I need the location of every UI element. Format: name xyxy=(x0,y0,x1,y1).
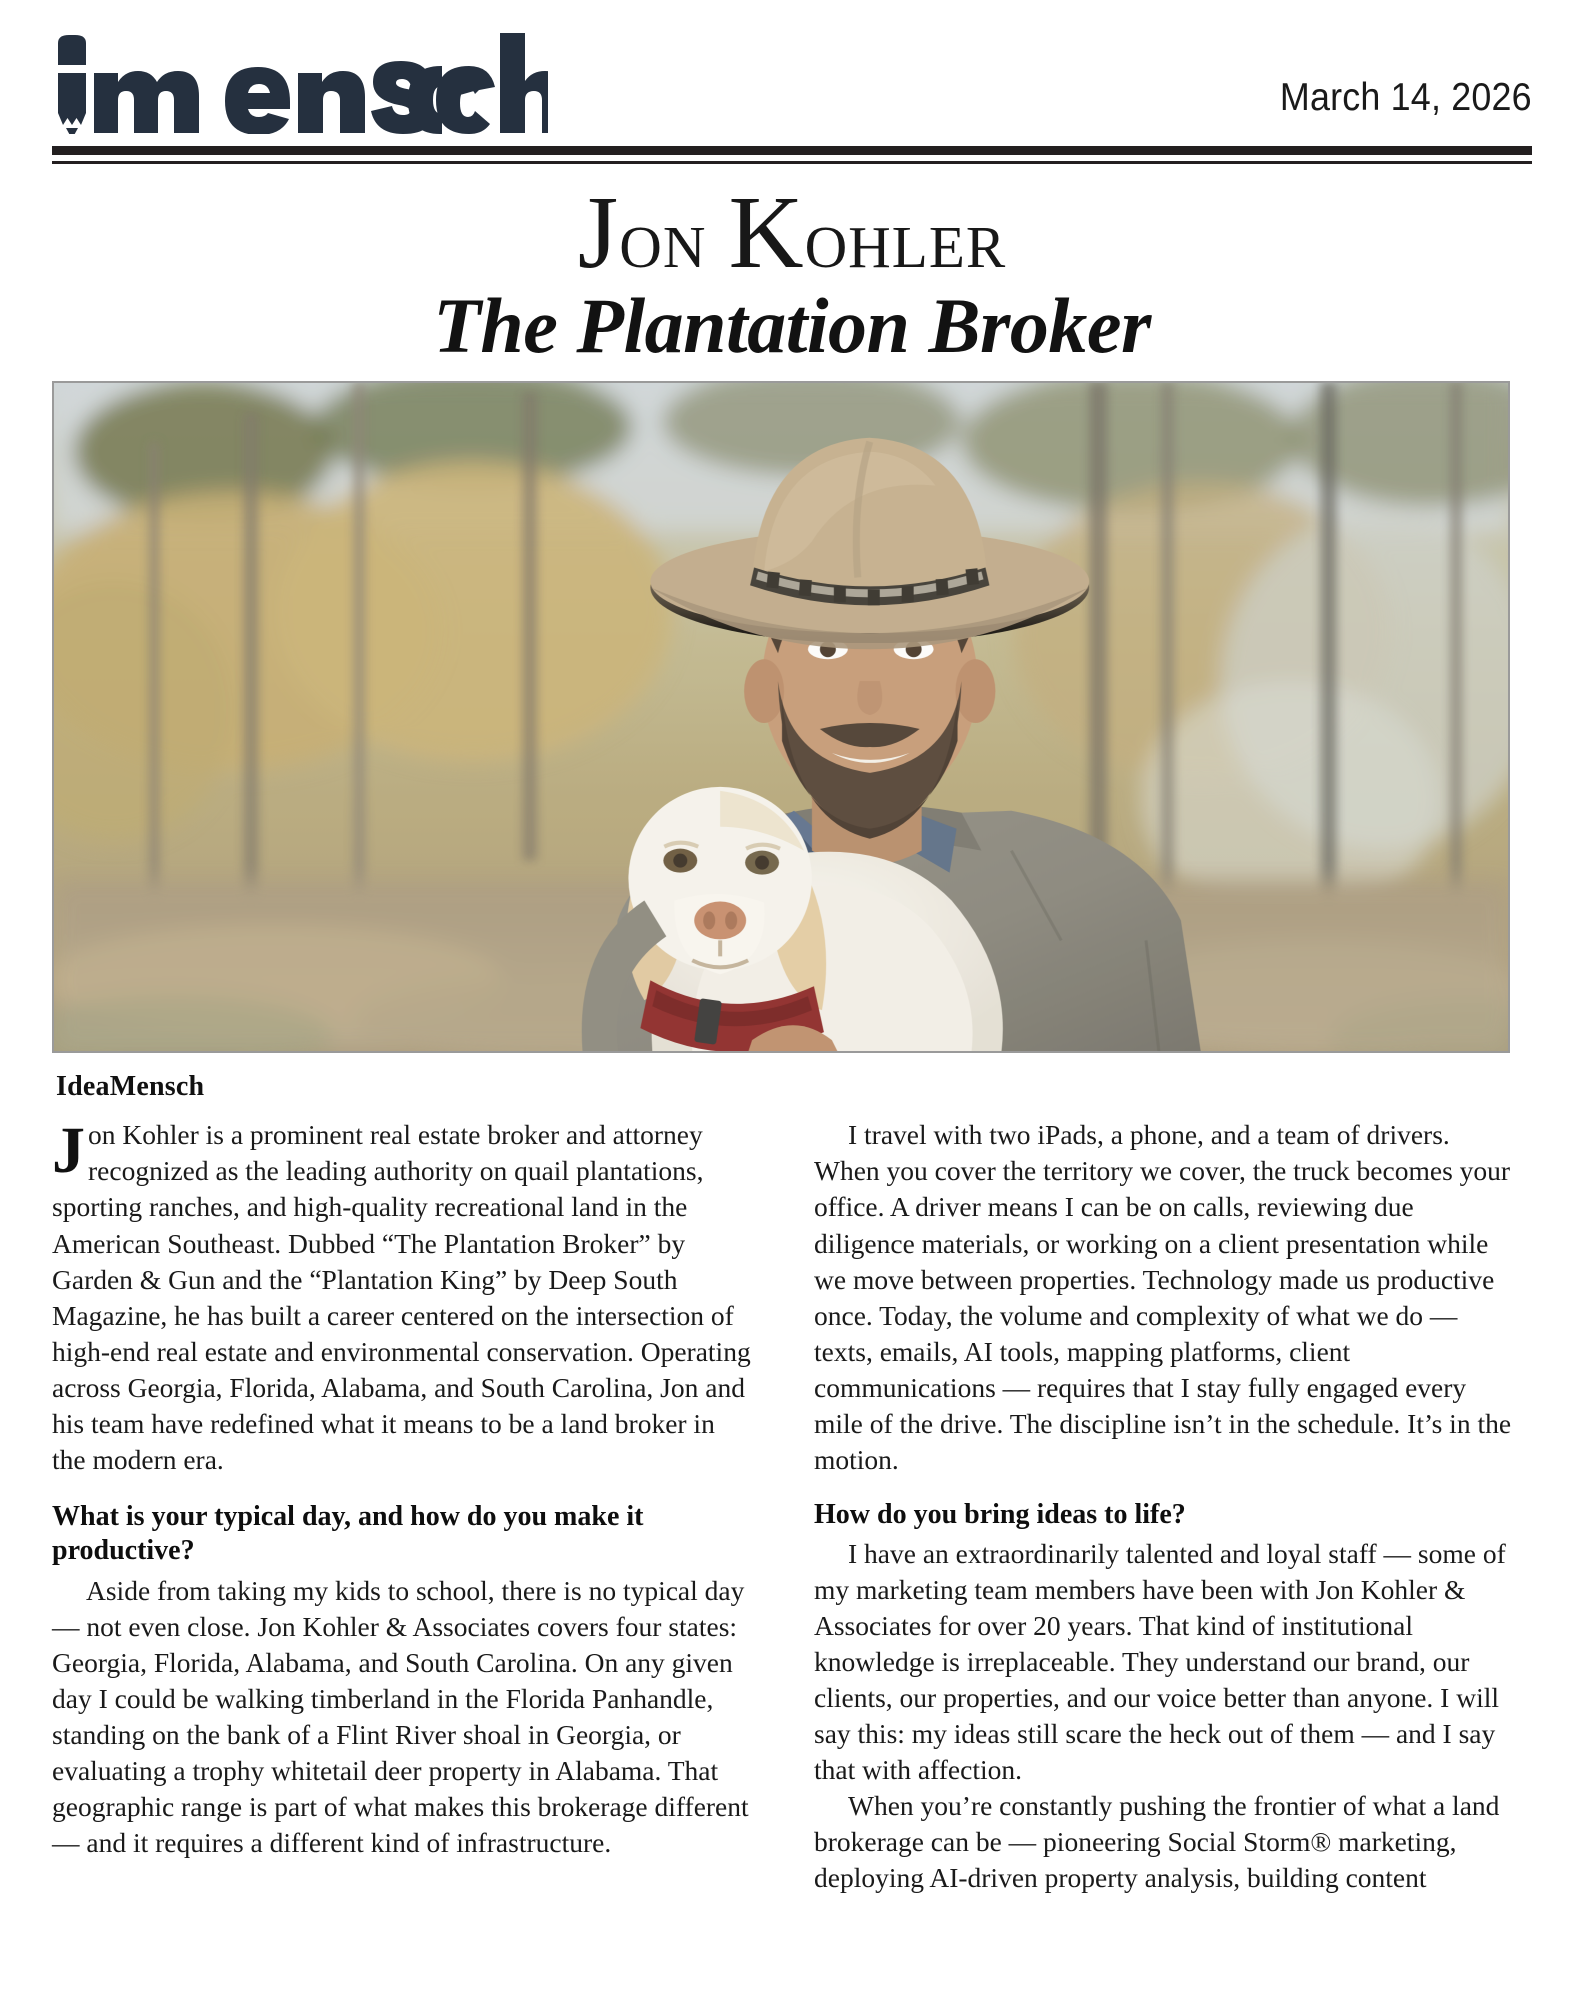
answer-paragraph-4: When you’re constantly pushing the frontier of what a land brokerage can be — pioneering Social Storm® marketing, deploying AI-driven property analysis, building content xyxy=(814,1790,1500,1894)
mensch-ch-icon xyxy=(430,29,548,134)
photo-illustration xyxy=(54,383,1508,1051)
title-word-one: on xyxy=(619,193,707,286)
title-initial-j: J xyxy=(577,175,620,290)
headline-block xyxy=(52,175,1532,369)
page-subtitle: The Plantation Broker xyxy=(433,281,1151,369)
article-photo xyxy=(52,381,1510,1053)
mensch-logo[interactable] xyxy=(52,29,548,134)
masthead-rule-thick xyxy=(52,146,1532,155)
intro-paragraph-text: on Kohler is a prominent real estate broker and attorney recognized as the leading authority on quail plantations, sporting ranches, and high-quality recreational land in the American Southeast. Dubbed “The Plantation Broker” by Garden & Gun and the “Plantation King” by Deep South Magazine, he has built a career centered on the intersection of high-end real estate and environmental conservation. Operating across Georgia, Florida, Alabama, and South Carolina, Jon and his team have redefined what it means to be a land broker in the modern era. xyxy=(52,1119,751,1475)
publication-date: March 14, 2026 xyxy=(1280,76,1532,119)
column-left xyxy=(52,1114,752,1896)
column-right xyxy=(814,1117,1514,1896)
masthead xyxy=(52,0,1532,140)
title-initial-k: K xyxy=(728,175,805,290)
answer-paragraph-3: I have an extraordinarily talented and loyal staff — some of my marketing team members have been with Jon Kohler & Associates for over 20 years. That kind of institutional knowledge is irreplaceable. They understand our brand, our clients, our properties, and our voice better than anyone. I will say this: my ideas still scare the heck out of them — and I say that with affection. xyxy=(814,1538,1506,1786)
article-body xyxy=(52,1114,1532,1896)
byline: IdeaMensch xyxy=(56,1071,205,1103)
title-word-two: ohler xyxy=(804,193,1007,286)
mensch-wordmark-icon xyxy=(52,29,452,134)
question-heading-1: What is your typical day, and how do you make it productive? xyxy=(52,1500,644,1567)
intro-paragraph xyxy=(52,1114,752,1477)
question-heading-2: How do you bring ideas to life? xyxy=(814,1498,1186,1530)
drop-cap: J xyxy=(52,1114,85,1188)
answer-paragraph-1: Aside from taking my kids to school, there is no typical day — not even close. Jon Kohler & Associates covers four states: Georgia, Florida, Alabama, and South Carolina. On any given day I could be walking timberland in the Florida Panhandle, standing on the bank of a Flint River shoal in Georgia, or evaluating a trophy whitetail deer property in Alabama. That geographic range is part of what makes this brokerage different — and it requires a different kind of infrastructure. xyxy=(52,1575,749,1859)
masthead-rule-thin xyxy=(52,161,1532,164)
page-title xyxy=(52,175,1532,290)
answer-paragraph-2: I travel with two iPads, a phone, and a team of drivers. When you cover the territory we cover, the truck becomes your office. A driver means I can be on calls, reviewing due diligence materials, or working on a client presentation while we move between properties. Technology made us productive once. Today, the volume and complexity of what we do — texts, emails, AI tools, mapping platforms, client communications — requires that I stay fully engaged every mile of the drive. The discipline isn’t in the schedule. It’s in the motion. xyxy=(814,1119,1512,1475)
